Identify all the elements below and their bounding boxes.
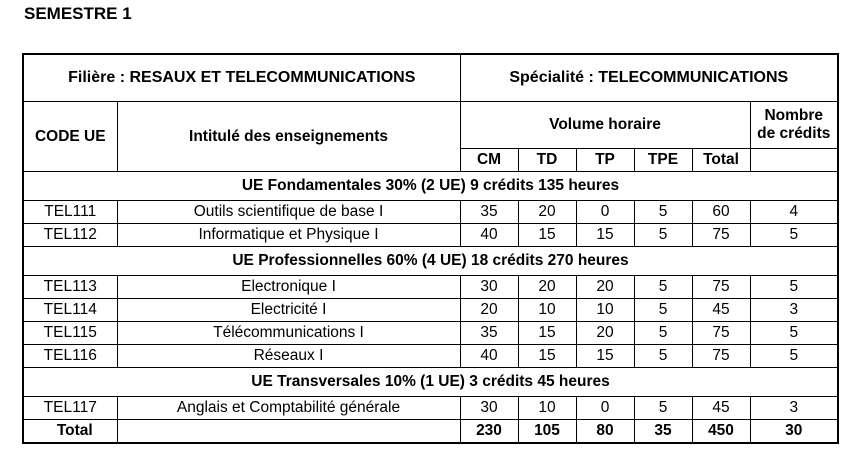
course-row <box>23 322 838 345</box>
course-credits-cell: 5 <box>750 276 838 299</box>
semester-title: SEMESTRE 1 <box>24 4 132 23</box>
specialite-label: Spécialité : TELECOMMUNICATIONS <box>460 54 838 102</box>
course-td-cell: 20 <box>518 276 576 299</box>
credits-subheader-empty <box>750 149 838 172</box>
course-code: TEL112 <box>23 224 117 247</box>
total-row <box>23 420 838 444</box>
course-code: TEL113 <box>23 276 117 299</box>
course-row <box>23 224 838 247</box>
course-code: TEL116 <box>23 345 117 368</box>
course-code: TEL114 <box>23 299 117 322</box>
course-tpe-cell: 5 <box>634 397 692 420</box>
section-title: UE Transversales 10% (1 UE) 3 crédits 45 heures <box>23 368 838 397</box>
course-name: Electronique I <box>117 276 460 299</box>
course-code: TEL117 <box>23 397 117 420</box>
course-credits-cell: 3 <box>750 299 838 322</box>
volume-horaire-header: Volume horaire <box>460 102 750 149</box>
course-tp-cell: 15 <box>576 345 634 368</box>
course-tpe-cell: 5 <box>634 201 692 224</box>
course-row <box>23 299 838 322</box>
tp-header: TP <box>576 149 634 172</box>
course-cm-cell: 20 <box>460 299 518 322</box>
course-name: Réseaux I <box>117 345 460 368</box>
course-td-cell: 20 <box>518 201 576 224</box>
course-name: Informatique et Physique I <box>117 224 460 247</box>
course-cm-cell: 30 <box>460 397 518 420</box>
total-td-cell: 105 <box>518 420 576 444</box>
cm-header: CM <box>460 149 518 172</box>
header-row-columns <box>23 102 838 149</box>
total-total-cell: 450 <box>692 420 750 444</box>
course-total-cell: 75 <box>692 322 750 345</box>
course-row <box>23 201 838 224</box>
total-label: Total <box>23 420 117 444</box>
course-td-cell: 10 <box>518 397 576 420</box>
course-tp-cell: 0 <box>576 201 634 224</box>
course-tp-cell: 20 <box>576 276 634 299</box>
course-cm-cell: 35 <box>460 322 518 345</box>
course-total-cell: 45 <box>692 299 750 322</box>
course-name: Electricité I <box>117 299 460 322</box>
course-name: Anglais et Comptabilité générale <box>117 397 460 420</box>
course-tp-cell: 20 <box>576 322 634 345</box>
course-tp-cell: 15 <box>576 224 634 247</box>
course-tpe-cell: 5 <box>634 322 692 345</box>
credits-header-line2: de crédits <box>757 125 831 142</box>
credits-header <box>750 102 838 149</box>
course-td-cell: 15 <box>518 345 576 368</box>
course-cm-cell: 30 <box>460 276 518 299</box>
course-tp-cell: 10 <box>576 299 634 322</box>
course-total-cell: 75 <box>692 345 750 368</box>
course-total-cell: 60 <box>692 201 750 224</box>
intitule-header: Intitulé des enseignements <box>117 102 460 172</box>
course-credits-cell: 5 <box>750 345 838 368</box>
curriculum-table <box>22 53 839 444</box>
course-tpe-cell: 5 <box>634 276 692 299</box>
course-name: Outils scientifique de base I <box>117 201 460 224</box>
tpe-header: TPE <box>634 149 692 172</box>
section-row <box>23 172 838 201</box>
course-cm-cell: 40 <box>460 345 518 368</box>
course-tpe-cell: 5 <box>634 345 692 368</box>
course-cm-cell: 35 <box>460 201 518 224</box>
credits-header-line1: Nombre <box>764 107 824 124</box>
course-credits-cell: 5 <box>750 224 838 247</box>
course-credits-cell: 4 <box>750 201 838 224</box>
course-total-cell: 75 <box>692 276 750 299</box>
course-cm-cell: 40 <box>460 224 518 247</box>
course-tpe-cell: 5 <box>634 224 692 247</box>
course-td-cell: 10 <box>518 299 576 322</box>
course-credits-cell: 3 <box>750 397 838 420</box>
course-code: TEL115 <box>23 322 117 345</box>
course-row <box>23 276 838 299</box>
total-empty-cell <box>117 420 460 444</box>
course-total-cell: 45 <box>692 397 750 420</box>
course-row <box>23 345 838 368</box>
course-row <box>23 397 838 420</box>
td-header: TD <box>518 149 576 172</box>
total-cm-cell: 230 <box>460 420 518 444</box>
total-tp-cell: 80 <box>576 420 634 444</box>
course-td-cell: 15 <box>518 224 576 247</box>
course-credits-cell: 5 <box>750 322 838 345</box>
section-title: UE Fondamentales 30% (2 UE) 9 crédits 135 heures <box>23 172 838 201</box>
total-tpe-cell: 35 <box>634 420 692 444</box>
code-ue-header: CODE UE <box>23 102 117 172</box>
section-row <box>23 247 838 276</box>
section-title: UE Professionnelles 60% (4 UE) 18 crédits 270 heures <box>23 247 838 276</box>
header-row-filiere <box>23 54 838 102</box>
course-name: Télécommunications I <box>117 322 460 345</box>
filiere-label: Filière : RESAUX ET TELECOMMUNICATIONS <box>23 54 460 102</box>
total-header: Total <box>692 149 750 172</box>
course-code: TEL111 <box>23 201 117 224</box>
section-row <box>23 368 838 397</box>
course-td-cell: 15 <box>518 322 576 345</box>
course-tpe-cell: 5 <box>634 299 692 322</box>
course-tp-cell: 0 <box>576 397 634 420</box>
course-total-cell: 75 <box>692 224 750 247</box>
total-credits-cell: 30 <box>750 420 838 444</box>
